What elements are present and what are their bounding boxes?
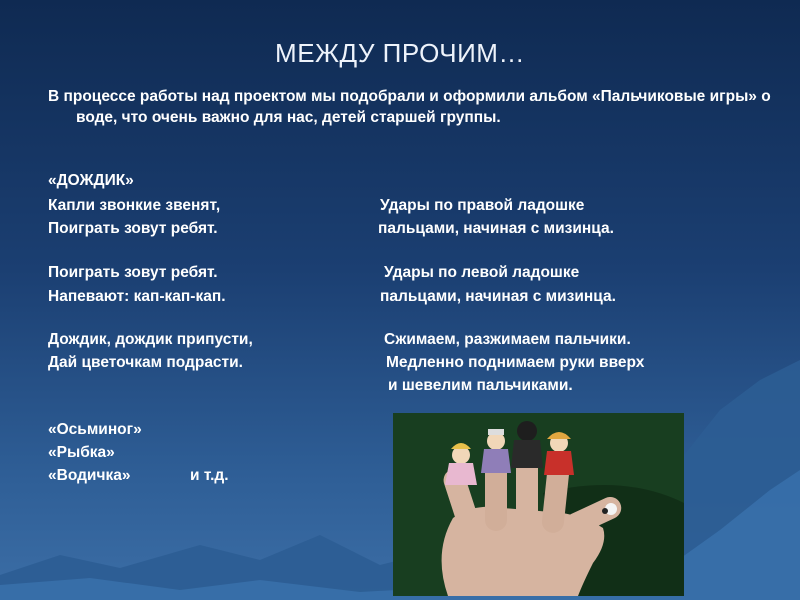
action-line-4: пальцами, начиная с мизинца. — [380, 288, 616, 305]
verse-line-4: Напевают: кап-кап-кап. — [48, 288, 226, 305]
etc-label: и т.д. — [190, 467, 229, 484]
verse-line-1: Капли звонкие звенят, — [48, 197, 221, 214]
puppet-4 — [544, 432, 574, 475]
hand-puppets-illustration — [393, 413, 684, 596]
action-line-7: и шевелим пальчиками. — [388, 377, 573, 394]
action-line-3: Удары по левой ладошке — [384, 264, 580, 281]
action-line-1: Удары по правой ладошке — [380, 197, 585, 214]
verse-line-5: Дождик, дождик припусти, — [48, 331, 253, 348]
rhyme-title: «ДОЖДИК» — [48, 172, 134, 189]
slide-title: МЕЖДУ ПРОЧИМ… — [275, 38, 525, 68]
finger-puppets-photo — [393, 413, 684, 596]
verse-line-6: Дай цветочкам подрасти. — [48, 354, 243, 371]
verse-line-3: Поиграть зовут ребят. — [48, 264, 218, 281]
game-item-3: «Водичка» — [48, 467, 131, 484]
verse-line-2: Поиграть зовут ребят. — [48, 220, 218, 237]
action-line-5: Сжимаем, разжимаем пальчики. — [384, 331, 631, 348]
game-item-1: «Осьминог» — [48, 421, 142, 438]
game-item-2: «Рыбка» — [48, 444, 115, 461]
action-line-6: Медленно поднимаем руки вверх — [386, 354, 645, 371]
action-line-2: пальцами, начиная с мизинца. — [378, 220, 614, 237]
intro-paragraph: В процессе работы над проектом мы подобрали и оформили альбом «Пальчиковые игры» о воде, что очень важно для нас, детей старшей группы. — [48, 88, 771, 126]
